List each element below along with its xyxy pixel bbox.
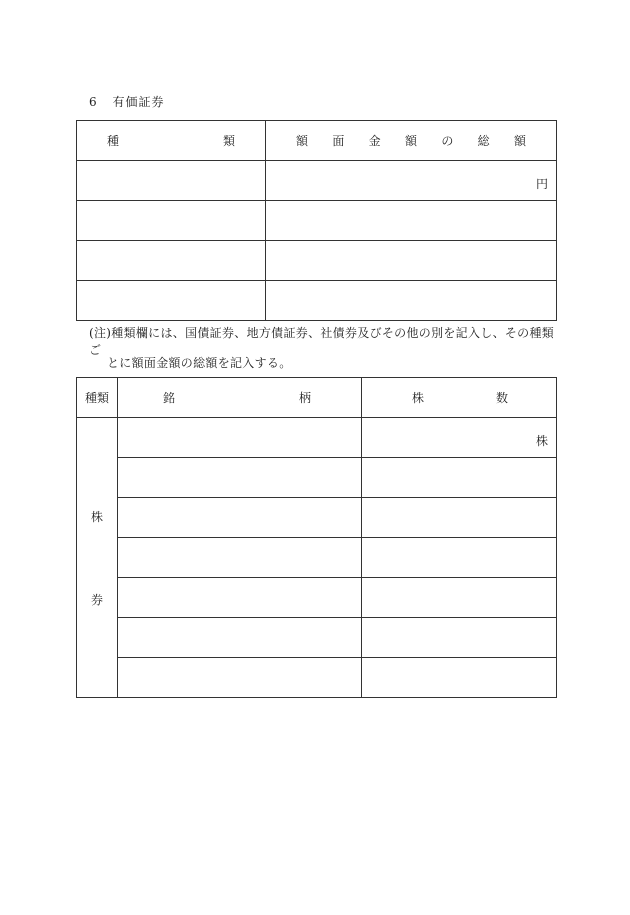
kind-header: 種類 (77, 378, 118, 418)
table-row (77, 161, 557, 201)
total-header-char: 額 (513, 134, 526, 148)
table-row (77, 418, 557, 458)
total-header-char: の (441, 134, 454, 148)
shares-header-char: 株 (412, 391, 425, 405)
stock-kind-cell (77, 418, 118, 698)
brand-header-char: 柄 (298, 391, 311, 405)
note-line-2: とに額面金額の総額を記入する。 (107, 356, 292, 370)
yen-unit: 円 (535, 177, 548, 191)
kind-cell[interactable] (77, 201, 266, 241)
table-row (77, 458, 557, 498)
table-row (77, 281, 557, 321)
kind-header-char: 類 (222, 134, 235, 148)
section-heading (89, 93, 164, 110)
total-cell[interactable] (266, 241, 557, 281)
note-line-1: (注)種類欄には、国債証券、地方債証券、社債券及びその他の別を記入し、その種類ご (89, 326, 555, 357)
total-header-char: 額 (404, 134, 417, 148)
brand-cell[interactable] (118, 578, 362, 618)
brand-cell[interactable] (118, 658, 362, 698)
kind-header-char: 種 (107, 134, 120, 148)
table-header-row (77, 121, 557, 161)
section-title: 有価証券 (112, 95, 165, 109)
total-header-char: 金 (368, 134, 381, 148)
total-header-char: 面 (332, 134, 345, 148)
brand-cell[interactable] (118, 418, 362, 458)
kind-value-char: 株 (90, 509, 103, 524)
kind-cell[interactable] (77, 281, 266, 321)
shares-cell[interactable] (362, 458, 557, 498)
total-cell[interactable] (266, 201, 557, 241)
shares-cell[interactable] (362, 578, 557, 618)
brand-cell[interactable] (118, 538, 362, 578)
kind-value-char: 券 (90, 592, 103, 607)
table-row (77, 201, 557, 241)
kind-cell[interactable] (77, 241, 266, 281)
brand-cell[interactable] (118, 458, 362, 498)
table-row (77, 578, 557, 618)
kind-header (77, 121, 266, 161)
total-header-char: 総 (477, 134, 490, 148)
securities-table (76, 120, 557, 321)
table-row (77, 618, 557, 658)
section-number: 6 (89, 95, 98, 109)
table-row (77, 658, 557, 698)
shares-unit: 株 (535, 434, 548, 448)
shares-cell[interactable] (362, 658, 557, 698)
shares-cell[interactable] (362, 618, 557, 658)
brand-cell[interactable] (118, 498, 362, 538)
brand-cell[interactable] (118, 618, 362, 658)
table-header-row (77, 378, 557, 418)
stock-table (76, 377, 557, 698)
shares-cell[interactable] (362, 418, 557, 458)
table-row (77, 538, 557, 578)
total-header-char: 額 (296, 134, 309, 148)
table-row (77, 498, 557, 538)
total-cell[interactable] (266, 161, 557, 201)
brand-header (118, 378, 362, 418)
brand-header-char: 銘 (163, 391, 176, 405)
total-cell[interactable] (266, 281, 557, 321)
shares-header-char: 数 (495, 391, 508, 405)
shares-cell[interactable] (362, 538, 557, 578)
shares-header (362, 378, 557, 418)
kind-cell[interactable] (77, 161, 266, 201)
table-row (77, 241, 557, 281)
shares-cell[interactable] (362, 498, 557, 538)
total-face-value-header (266, 121, 557, 161)
